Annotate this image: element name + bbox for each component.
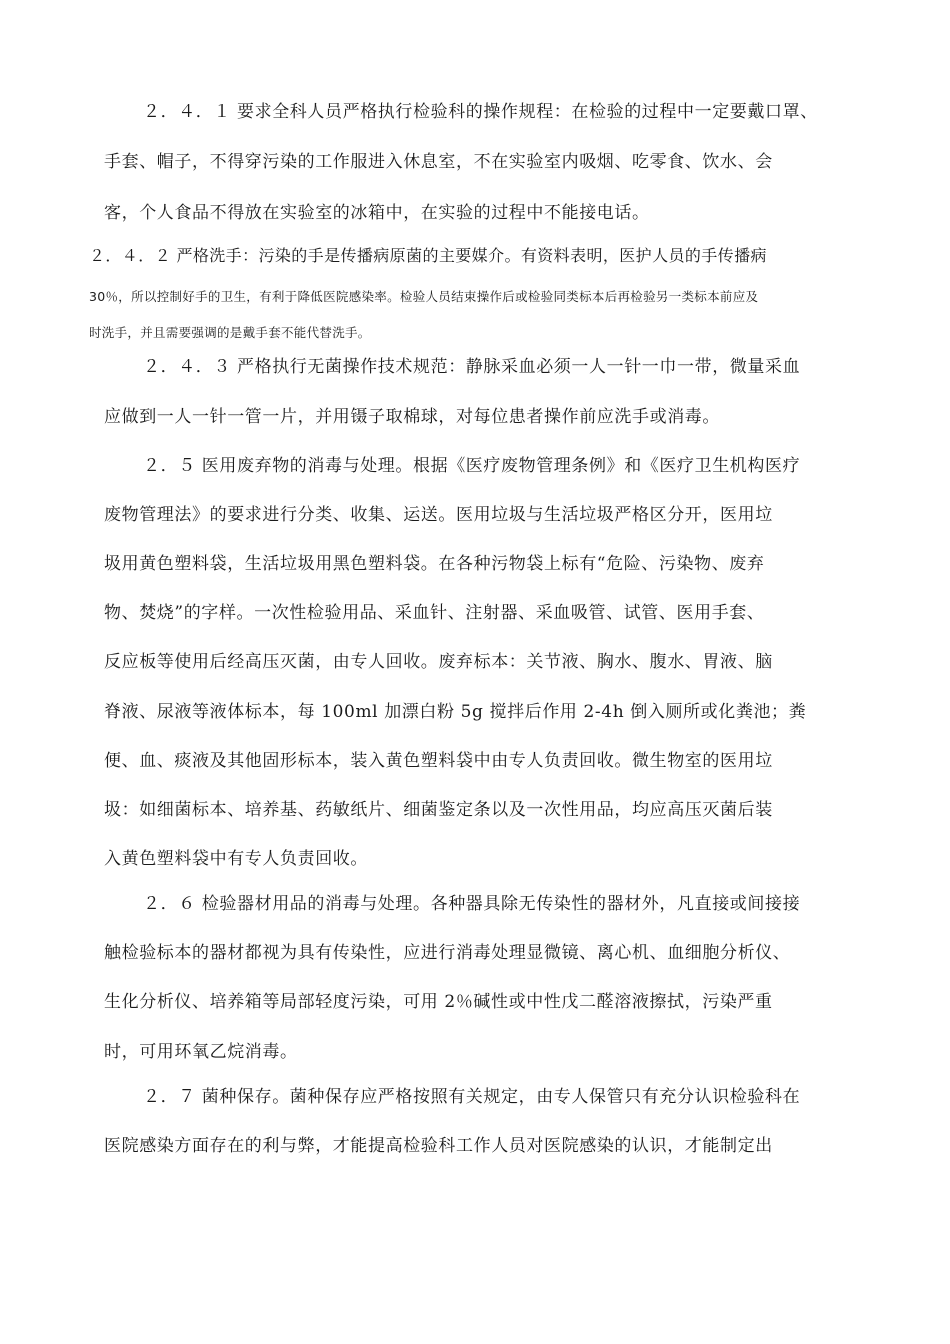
text-line-17: 入黄色塑料袋中有专人负责回收。 [104, 849, 368, 869]
text-line-22: ２．７ 菌种保存。菌种保存应严格按照有关规定，由专人保管只有充分认识检验科在 [143, 1087, 801, 1107]
text-line-19: 触检验标本的器材都视为具有传染性，应进行消毒处理显微镜、离心机、血细胞分析仪、 [104, 943, 791, 963]
text-line-21: 时，可用环氧乙烷消毒。 [104, 1042, 298, 1062]
text-line-2: 手套、帽子，不得穿污染的工作服进入休息室，不在实验室内吸烟、吃零食、饮水、会 [104, 152, 773, 172]
text-line-10: 废物管理法》的要求进行分类、收集、运送。医用垃圾与生活垃圾严格区分开，医用垃 [104, 505, 773, 525]
text-line-6: 时洗手，并且需要强调的是戴手套不能代替洗手。 [89, 325, 371, 340]
text-line-23: 医院感染方面存在的利与弊，才能提高检验科工作人员对医院感染的认识，才能制定出 [104, 1136, 773, 1156]
text-line-14: 脊液、尿液等液体标本，每 100ml 加漂白粉 5g 搅拌后作用 2-4h 倒入厕所或化粪池；粪 [104, 702, 807, 722]
text-line-9: ２．５ 医用废弃物的消毒与处理。根据《医疗废物管理条例》和《医疗卫生机构医疗 [143, 456, 801, 476]
text-line-16: 圾：如细菌标本、培养基、药敏纸片、细菌鉴定条以及一次性用品，均应高压灭菌后装 [104, 800, 773, 820]
text-line-1: ２．４．１ 要求全科人员严格执行检验科的操作规程：在检验的过程中一定要戴口罩、 [143, 102, 818, 122]
text-line-20: 生化分析仪、培养箱等局部轻度污染，可用 2％碱性或中性戊二醛溶液擦拭，污染严重 [104, 992, 773, 1012]
text-line-12: 物、焚烧”的字样。一次性检验用品、采血针、注射器、采血吸管、试管、医用手套、 [104, 603, 765, 623]
text-line-3: 客，个人食品不得放在实验室的冰箱中，在实验的过程中不能接电话。 [104, 203, 650, 223]
text-line-7: ２．４．３ 严格执行无菌操作技术规范：静脉采血必须一人一针一巾一带，微量采血 [143, 357, 801, 377]
text-line-11: 圾用黄色塑料袋，生活垃圾用黑色塑料袋。在各种污物袋上标有“危险、污染物、废弃 [104, 554, 765, 574]
text-line-5: 30％，所以控制好手的卫生，有利于降低医院感染率。检验人员结束操作后或检验同类标本后再检验另一类标本前应及 [89, 289, 759, 304]
text-line-13: 反应板等使用后经高压灭菌，由专人回收。废弃标本：关节液、胸水、腹水、胃液、脑 [104, 652, 773, 672]
text-line-15: 便、血、痰液及其他固形标本，装入黄色塑料袋中由专人负责回收。微生物室的医用垃 [104, 751, 773, 771]
text-line-18: ２．６ 检验器材用品的消毒与处理。各种器具除无传染性的器材外，凡直接或间接接 [143, 894, 801, 914]
text-line-4: ２．４．２ 严格洗手：污染的手是传播病原菌的主要媒介。有资料表明，医护人员的手传播病 [89, 246, 767, 265]
text-line-8: 应做到一人一针一管一片，并用镊子取棉球，对每位患者操作前应洗手或消毒。 [104, 407, 720, 427]
